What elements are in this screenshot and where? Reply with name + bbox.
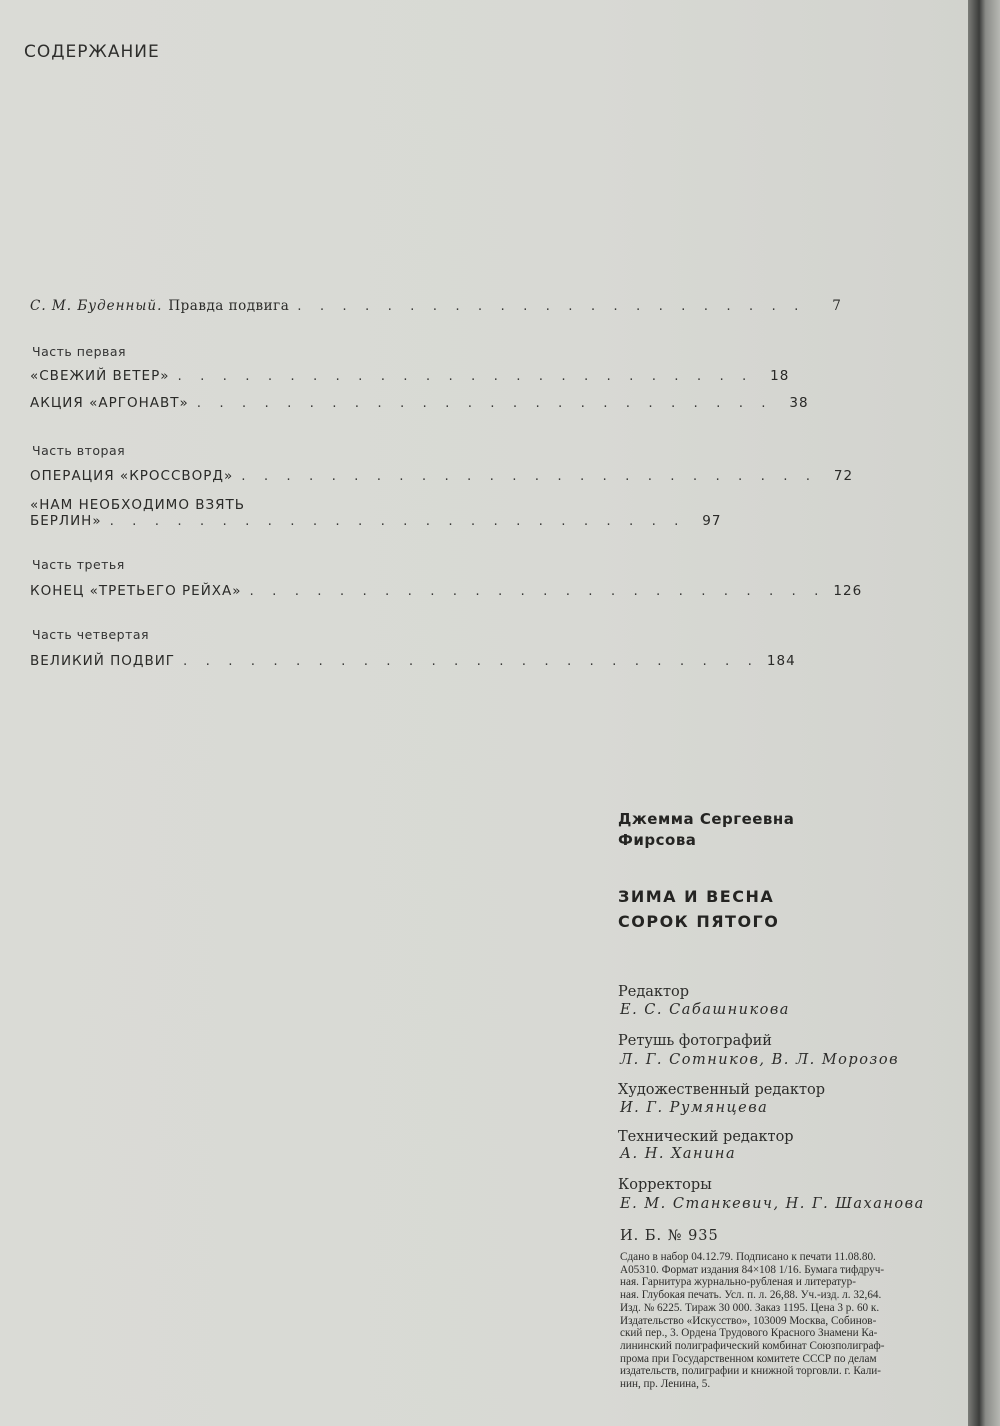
credit-role: Технический редактор (618, 1129, 794, 1145)
imprint-line: ная. Гарнитура журнально-рубленая и литератур- (620, 1276, 856, 1289)
toc-intro-title: Правда подвига (168, 298, 290, 314)
toc-leader-dots: . . . . . . . . . . . . . . . . . . . . . . . (297, 298, 806, 314)
toc-leader-dots: . . . . . . . . . . . . . . . . . . . . . . . . . . (183, 653, 759, 669)
toc-entry (30, 395, 809, 411)
toc-chapter-title-line2: БЕРЛИН» (30, 513, 102, 529)
credit-names: Е. М. Станкевич, Н. Г. Шаханова (620, 1196, 925, 1212)
imprint-line: лининский полиграфический комбинат Союзполиграф- (620, 1339, 885, 1352)
toc-leader-dots: . . . . . . . . . . . . . . . . . . . . . . . . . . (249, 583, 826, 599)
toc-entry-intro (30, 298, 842, 314)
author-last-name: Фирсова (618, 831, 697, 849)
toc-chapter-title: ОПЕРАЦИЯ «КРОССВОРД» (30, 468, 234, 484)
book-spine-edge (968, 0, 1000, 1426)
toc-entry (30, 513, 722, 529)
toc-part-label: Часть вторая (32, 443, 126, 458)
credit-names: Л. Г. Сотников, В. Л. Морозов (620, 1052, 900, 1068)
toc-leader-dots: . . . . . . . . . . . . . . . . . . . . . . . . . . (241, 468, 818, 484)
imprint-block (620, 1251, 972, 1391)
book-title-line1: ЗИМА И ВЕСНА (618, 887, 775, 906)
imprint-line: нин, пр. Ленина, 5. (620, 1378, 711, 1391)
credit-names: А. Н. Ханина (620, 1146, 737, 1162)
credit-role: Ретушь фотографий (618, 1033, 772, 1049)
credit-role: Корректоры (618, 1177, 712, 1193)
toc-entry (30, 653, 796, 669)
toc-page-number: 7 (832, 298, 842, 314)
toc-heading: СОДЕРЖАНИЕ (24, 42, 160, 62)
toc-page-number: 97 (702, 513, 722, 529)
toc-part-label: Часть первая (32, 344, 127, 359)
toc-chapter-title: «СВЕЖИЙ ВЕТЕР» (30, 368, 170, 384)
toc-leader-dots: . . . . . . . . . . . . . . . . . . . . . . . . . . (109, 513, 686, 529)
toc-page-number: 72 (833, 468, 854, 484)
book-author (618, 809, 794, 851)
imprint-line: прома при Государственном комитете СССР по делам (620, 1352, 877, 1365)
author-first-name: Джемма Сергеевна (618, 810, 795, 828)
imprint-line: Издательство «Искусство», 103009 Москва, Собинов- (620, 1314, 877, 1327)
book-title (618, 884, 779, 934)
toc-page-number: 126 (833, 583, 863, 599)
imprint-line: ная. Глубокая печать. Усл. п. л. 26,88. Уч.-изд. л. 32,64. (620, 1289, 882, 1302)
toc-leader-dots: . . . . . . . . . . . . . . . . . . . . . . . . . . (177, 368, 754, 384)
imprint-line: Изд. № 6225. Тираж 30 000. Заказ 1195. Цена 3 р. 60 к. (620, 1301, 880, 1314)
credit-role: Редактор (618, 984, 690, 1000)
toc-entry (30, 583, 863, 599)
toc-entry (30, 468, 854, 484)
toc-part-label: Часть четвертая (32, 627, 150, 642)
toc-chapter-title: АКЦИЯ «АРГОНАВТ» (30, 395, 189, 411)
toc-chapter-title-line1: «НАМ НЕОБХОДИМО ВЗЯТЬ (30, 497, 246, 513)
toc-part-label: Часть третья (32, 557, 125, 572)
toc-entry (30, 368, 790, 384)
imprint-line: Сдано в набор 04.12.79. Подписано к печати 11.08.80. (620, 1251, 876, 1263)
book-title-line2: СОРОК ПЯТОГО (618, 912, 780, 931)
toc-page-number: 184 (766, 653, 796, 669)
imprint-line: А05310. Формат издания 84×108 1/16. Бумага тифдруч- (620, 1263, 885, 1276)
imprint-line: издательств, полиграфии и книжной торговли. г. Кали- (620, 1365, 882, 1378)
toc-leader-dots: . . . . . . . . . . . . . . . . . . . . . . . . . . (196, 395, 773, 411)
toc-page-number: 18 (770, 368, 790, 384)
toc-intro-author: С. М. Буденный. (30, 298, 163, 314)
ib-number: И. Б. № 935 (620, 1228, 719, 1244)
imprint-line: ский пер., 3. Ордена Трудового Красного Знамени Ка- (620, 1327, 878, 1340)
toc-chapter-title: КОНЕЦ «ТРЕТЬЕГО РЕЙХА» (30, 583, 242, 599)
credit-names: Е. С. Сабашникова (620, 1002, 790, 1018)
credit-names: И. Г. Румянцева (620, 1100, 769, 1116)
toc-chapter-title: ВЕЛИКИЙ ПОДВИГ (30, 653, 176, 669)
credit-role: Художественный редактор (618, 1082, 825, 1098)
toc-page-number: 38 (789, 395, 809, 411)
